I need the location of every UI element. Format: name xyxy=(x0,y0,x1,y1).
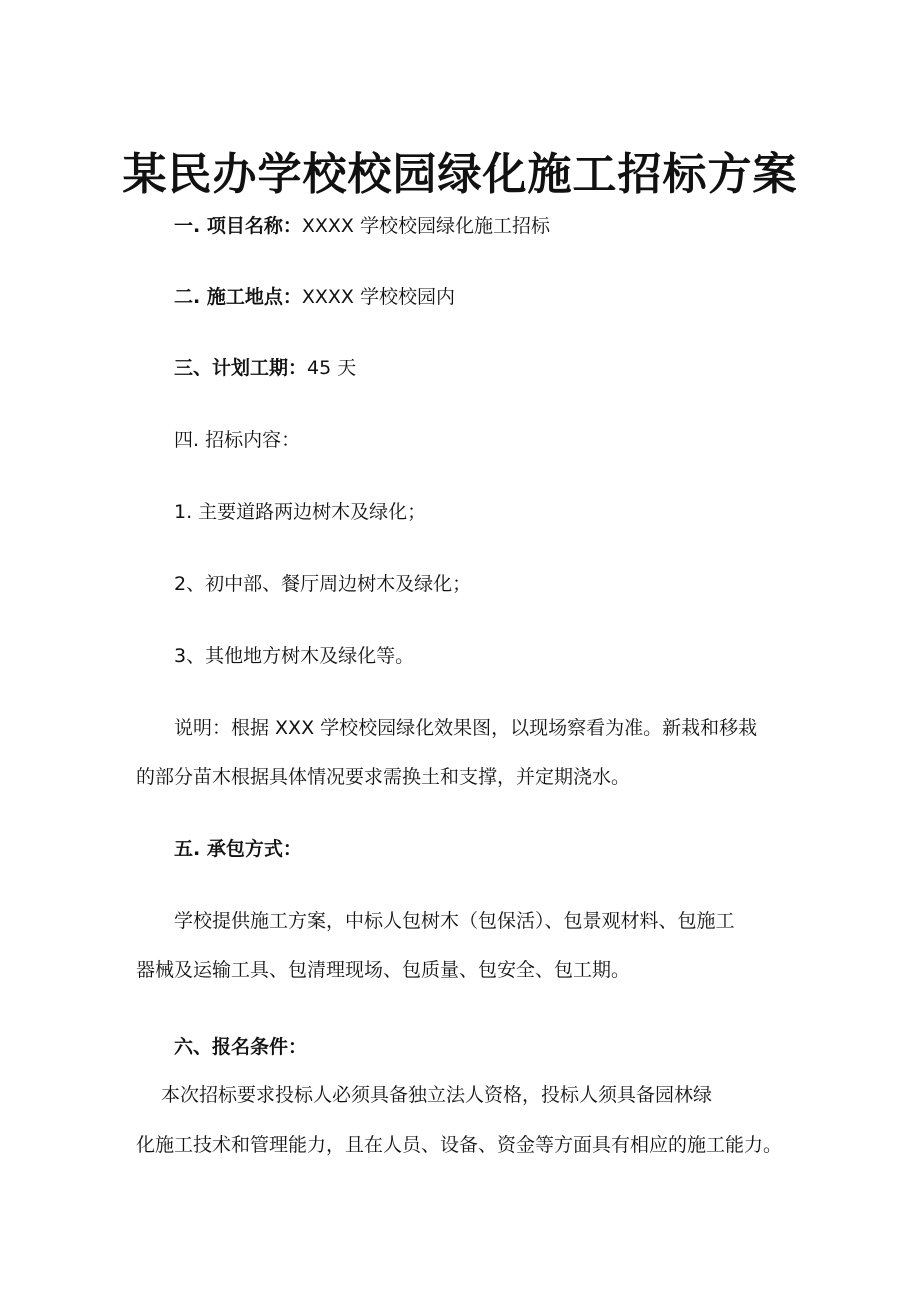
duration-line xyxy=(174,355,356,381)
registration-heading: 六、报名条件： xyxy=(174,1036,308,1058)
content-item-1: 1. 主要道路两边树木及绿化； xyxy=(174,501,427,523)
registration-line-1: 本次招标要求投标人必须具备独立法人资格，投标人须具备园林绿 xyxy=(161,1084,713,1106)
content-heading: 四. 招标内容： xyxy=(174,429,301,451)
content-item-3: 3、其他地方树木及绿化等。 xyxy=(174,645,415,667)
project-name-value: XXXX 学校校园绿化施工招标 xyxy=(301,215,550,237)
project-name-label: 一. 项目名称： xyxy=(174,215,302,237)
contract-line-1: 学校提供施工方案，中标人包树木（包保活）、包景观材料、包施工 xyxy=(174,910,735,932)
content-note-line-2: 的部分苗木根据具体情况要求需换土和支撑，并定期浇水。 xyxy=(136,766,631,788)
project-name-line xyxy=(174,213,550,239)
location-label: 二. 施工地点： xyxy=(174,286,302,308)
contract-heading: 五. 承包方式： xyxy=(174,838,302,860)
content-item-2: 2、初中部、餐厅周边树木及绿化； xyxy=(174,573,472,595)
duration-label: 三、计划工期： xyxy=(174,357,308,379)
content-note-line-1: 说明：根据 XXX 学校校园绿化效果图，以现场察看为准。新栽和移栽 xyxy=(174,717,758,739)
registration-line-2: 化施工技术和管理能力，且在人员、设备、资金等方面具有相应的施工能力。 xyxy=(136,1134,783,1156)
duration-value: 45 天 xyxy=(307,357,357,379)
location-value: XXXX 学校校园内 xyxy=(301,286,455,308)
document-title: 某民办学校校园绿化施工招标方案 xyxy=(122,149,798,201)
location-line xyxy=(174,284,455,310)
contract-line-2: 器械及运输工具、包清理现场、包质量、包安全、包工期。 xyxy=(136,959,631,981)
